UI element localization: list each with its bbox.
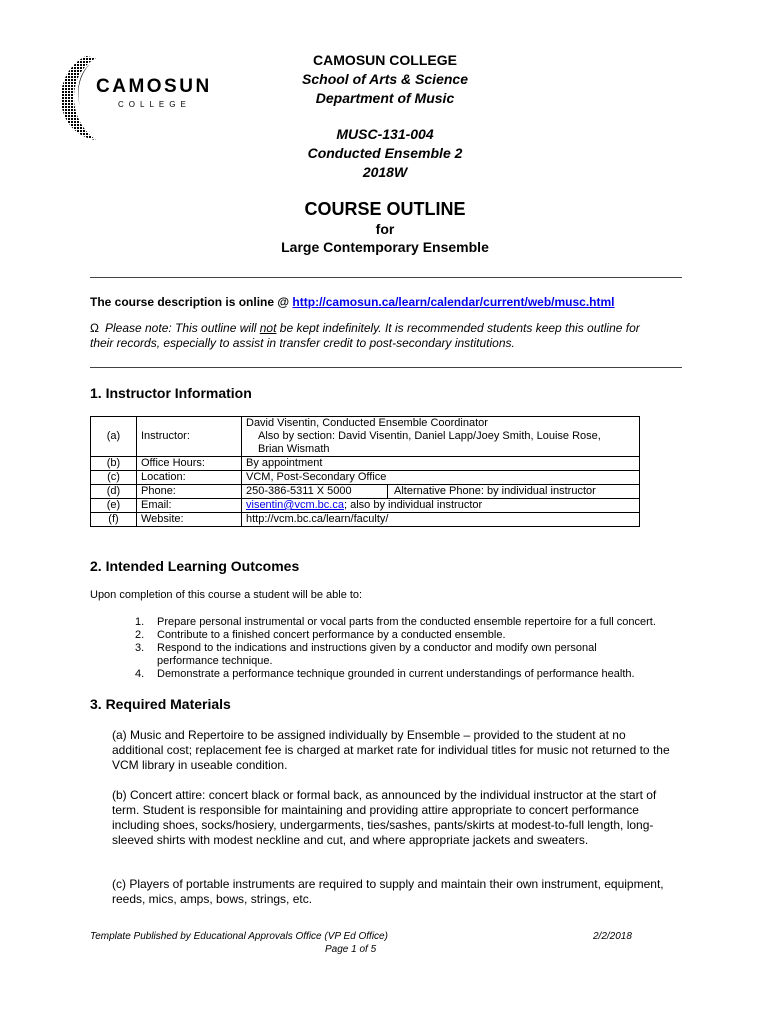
materials-para-a: (a) Music and Repertoire to be assigned individually by Ensemble – provided to the student at no additional cost; replacement fee is charged at market rate for individual titles for music not returned to the VCM library in useable condition.: [112, 728, 670, 772]
ensemble-name: Large Contemporary Ensemble: [281, 239, 489, 255]
outcomes-intro: Upon completion of this course a student will be able to:: [90, 589, 363, 601]
divider: [90, 367, 682, 368]
course-description-link[interactable]: http://camosun.ca/learn/calendar/current/web/musc.html: [292, 295, 615, 309]
section-3-heading: 3. Required Materials: [90, 696, 231, 712]
materials-para-b: (b) Concert attire: concert black or formal back, as announced by the individual instructor at the start of term. Student is responsible for maintaining and providing attire appropriate to concert performance including shoes, socks/hosiery, undergarments, ties/sashes, pants/skirts at modest-to-full length, long-sleeved shirts with modest neckline and cut, and where appropriate jackets and sweaters.: [112, 788, 657, 847]
description-label: The course description is online @: [90, 295, 290, 309]
table-row: (a) Instructor: David Visentin, Conducted Ensemble Coordinator Also by section: David Visentin, Daniel Lapp/Joey Smith, Louise Rose, Brian Wismath: [91, 417, 640, 457]
email-link[interactable]: visentin@vcm.bc.ca: [246, 499, 344, 511]
materials-para-c: (c) Players of portable instruments are required to supply and maintain their own instrument, equipment, reeds, mics, amps, bows, strings, etc.: [112, 877, 664, 906]
footer-page-number: Page 1 of 5: [325, 944, 377, 955]
list-item: 2. Contribute to a finished concert performance by a conducted ensemble.: [135, 629, 506, 641]
list-item: 1. Prepare personal instrumental or vocal parts from the conducted ensemble repertoire for a full concert.: [135, 616, 656, 628]
instructor-value: David Visentin, Conducted Ensemble Coordinator Also by section: David Visentin, Daniel Lapp/Joey Smith, Louise Rose, Brian Wismath: [242, 417, 640, 457]
outcomes-list: [135, 616, 680, 681]
table-row: (e) Email: visentin@vcm.bc.ca; also by individual instructor: [91, 499, 640, 513]
section-1-heading: 1. Instructor Information: [90, 385, 252, 401]
website-link[interactable]: http://vcm.bc.ca/learn/faculty/: [242, 513, 640, 527]
footer-date: 2/2/2018: [593, 931, 632, 942]
table-row: (b) Office Hours: By appointment: [91, 457, 640, 471]
section-2-heading: 2. Intended Learning Outcomes: [90, 558, 300, 574]
table-row: (f) Website: http://vcm.bc.ca/learn/faculty/: [91, 513, 640, 527]
logo-sub: COLLEGE: [118, 100, 191, 109]
college-name: CAMOSUN COLLEGE: [313, 52, 457, 68]
course-code: MUSC-131-004: [336, 126, 434, 142]
course-term: 2018W: [362, 164, 408, 180]
instructor-table: [90, 416, 640, 527]
logo-name: CAMOSUN: [96, 76, 212, 97]
school-name: School of Arts & Science: [302, 71, 468, 87]
retention-note: Ω Please note: This outline will not be kept indefinitely. It is recommended students keep this outline for their records, especially to assist in transfer credit to post-secondary institutions.: [90, 321, 640, 350]
title-for: for: [375, 221, 395, 237]
page-title: COURSE OUTLINE: [304, 199, 466, 219]
department-name: Department of Music: [315, 90, 455, 106]
course-name: Conducted Ensemble 2: [307, 145, 463, 161]
note-symbol-icon: Ω: [90, 321, 99, 335]
list-item: 3. Respond to the indications and instructions given by a conductor and modify own personal performance technique.: [135, 642, 597, 667]
course-description-line: [90, 295, 615, 309]
table-row: (d) Phone: 250-386-5311 X 5000 Alternative Phone: by individual instructor: [91, 485, 640, 499]
table-row: (c) Location: VCM, Post-Secondary Office: [91, 471, 640, 485]
footer-published: Template Published by Educational Approvals Office (VP Ed Office): [90, 931, 388, 942]
list-item: 4. Demonstrate a performance technique grounded in current understandings of performance health.: [135, 668, 635, 680]
divider: [90, 277, 682, 278]
